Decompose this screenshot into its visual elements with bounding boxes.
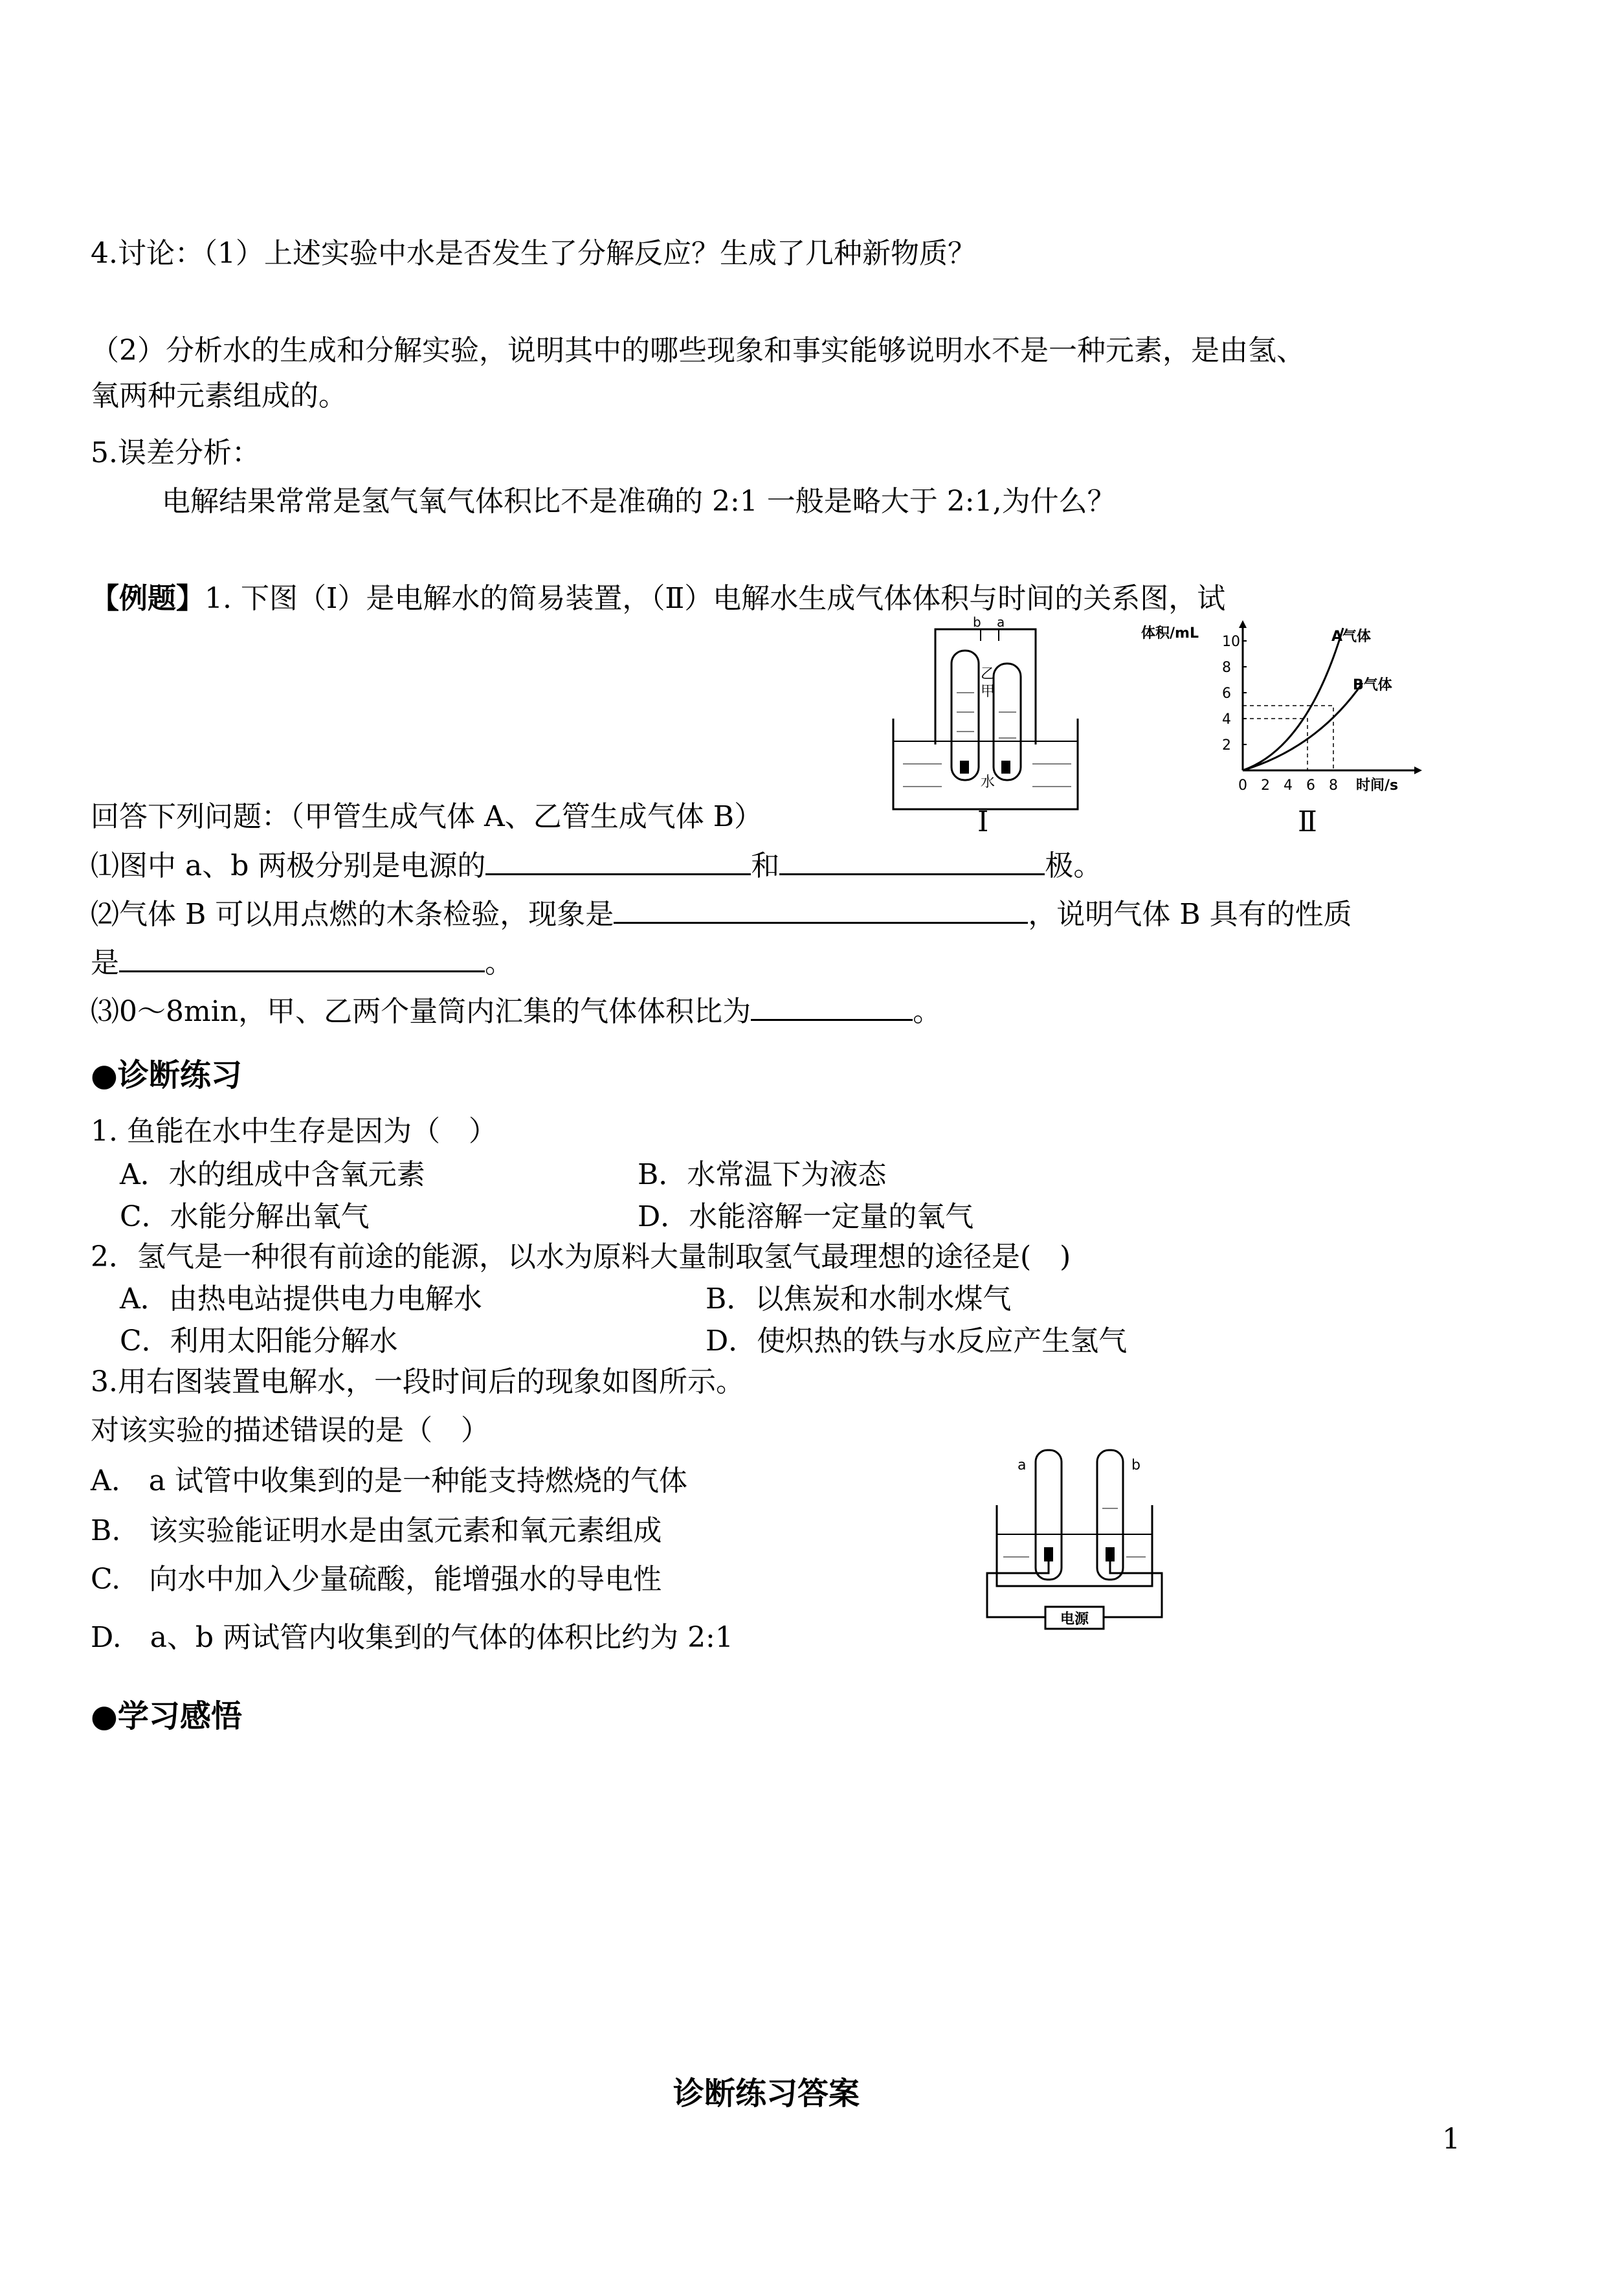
chart-ytick-label: 2 — [1222, 737, 1231, 754]
chart-series-b-line — [1243, 683, 1363, 770]
diag-q1-option-c: C．水能分解出氧气 — [120, 1200, 370, 1233]
q2-blank-b[interactable] — [119, 942, 485, 972]
diag-q1-option-d: D．水能溶解一定量的氧气 — [638, 1200, 974, 1233]
diag-q1-option-b: B．水常温下为液态 — [638, 1158, 887, 1191]
diag-q2-stem: 2．氢气是一种很有前途的能源，以水为原料大量制取氢气最理想的途径是( ) — [91, 1240, 1071, 1273]
electrolysis-power-figure — [984, 1444, 1165, 1638]
example-intro-line2: 回答下列问题：（甲管生成气体 A、乙管生成气体 B） — [91, 800, 763, 833]
example-q2: ⑵气体 B 可以用点燃的木条检验，现象是 ，说明气体 B 具有的性质 — [91, 893, 1352, 934]
chart-xtick-label: 6 — [1306, 777, 1315, 794]
q1-blank-b[interactable] — [779, 845, 1045, 875]
chart-ylabel: 体积/mL — [1141, 625, 1199, 642]
chart-ytick-label: 8 — [1222, 660, 1231, 676]
example-q1: ⑴图中 a、b 两极分别是电源的 和 极。 — [91, 845, 1102, 886]
example-q3: ⑶0～8min，甲、乙两个量筒内汇集的气体体积比为 。 — [91, 990, 941, 1031]
fig1-label-yi: 乙 — [981, 666, 996, 682]
q1-blank-a[interactable] — [485, 845, 751, 875]
example-q2-cont: 是 。 — [91, 942, 513, 983]
chart-ytick-label: 10 — [1222, 634, 1240, 650]
diag-q3-option-a: A. a 试管中收集到的是一种能支持燃烧的气体 — [91, 1464, 687, 1497]
chart-ytick-label: 6 — [1222, 686, 1231, 702]
q2-blank-a[interactable] — [614, 893, 1028, 924]
discussion-q2-line2: 氧两种元素组成的。 — [91, 379, 347, 412]
error-analysis-text: 电解结果常常是氢气氧气体积比不是准确的 2:1 一般是略大于 2:1,为什么？ — [162, 485, 1116, 518]
diag-q2-option-d: D．使炽热的铁与水反应产生氢气 — [706, 1325, 1128, 1358]
fig1-label-a: a — [997, 615, 1005, 630]
reflection-heading: ●学习感悟 — [91, 1698, 242, 1734]
diag-q1-stem: 1. 鱼能在水中生存是因为（ ） — [91, 1115, 497, 1148]
discussion-q2-line1: （2）分析水的生成和分解实验，说明其中的哪些现象和事实能够说明水不是一种元素，是由氢、 — [91, 334, 1305, 367]
example-intro-line1 — [91, 579, 1225, 618]
diag-q3-stem2: 对该实验的描述错误的是（ ） — [91, 1414, 489, 1447]
chart-xtick-label: 8 — [1329, 777, 1338, 794]
chart-series-b-label: B气体 — [1353, 677, 1392, 693]
fig3-power-label: 电源 — [1060, 1611, 1089, 1627]
fig3-label-b: b — [1131, 1457, 1140, 1473]
diag-q3-stem1: 3.用右图装置电解水，一段时间后的现象如图所示。 — [91, 1365, 744, 1398]
fig1-label-b: b — [973, 615, 981, 630]
fig3-label-a: a — [1018, 1457, 1027, 1473]
fig1-caption: Ⅰ — [977, 805, 989, 838]
chart-xtick-label: 4 — [1284, 777, 1293, 794]
fig1-label-water: 水 — [981, 774, 996, 790]
chart-xtick-label: 0 — [1238, 777, 1247, 794]
diag-q3-option-c: C. 向水中加入少量硫酸，能增强水的导电性 — [91, 1563, 662, 1596]
discussion-title: 4.讨论：（1）上述实验中水是否发生了分解反应？生成了几种新物质？ — [91, 237, 976, 270]
diag-q1-option-a: A．水的组成中含氧元素 — [120, 1158, 425, 1191]
diagnosis-heading: ●诊断练习 — [91, 1057, 242, 1093]
answers-heading: 诊断练习答案 — [673, 2075, 860, 2112]
chart-xtick-label: 2 — [1261, 777, 1270, 794]
chart-xlabel: 时间/s — [1356, 777, 1399, 794]
example-tag: 【例题】 — [91, 582, 205, 615]
diag-q3-option-d: D. a、b 两试管内收集到的气体的体积比约为 2:1 — [91, 1621, 733, 1654]
chart-series-a-label: A气体 — [1331, 629, 1372, 645]
error-analysis-title: 5.误差分析： — [91, 436, 260, 469]
q3-blank[interactable] — [751, 990, 913, 1021]
diag-q3-option-b: B. 该实验能证明水是由氢元素和氧元素组成 — [91, 1514, 662, 1547]
electrolysis-apparatus-figure — [890, 615, 1084, 822]
chart-ytick-label: 4 — [1222, 711, 1231, 728]
page-number: 1 — [1442, 2123, 1460, 2156]
diag-q2-option-c: C．利用太阳能分解水 — [120, 1325, 398, 1358]
diag-q2-option-a: A．由热电站提供电力电解水 — [120, 1282, 482, 1315]
diag-q2-option-b: B．以焦炭和水制水煤气 — [706, 1282, 1012, 1315]
example-intro-text: 1. 下图（Ⅰ）是电解水的简易装置，（Ⅱ）电解水生成气体体积与时间的关系图，试 — [205, 582, 1226, 615]
volume-time-chart — [1129, 618, 1427, 800]
fig2-caption: Ⅱ — [1298, 805, 1317, 838]
fig1-label-jia: 甲 — [981, 684, 996, 700]
